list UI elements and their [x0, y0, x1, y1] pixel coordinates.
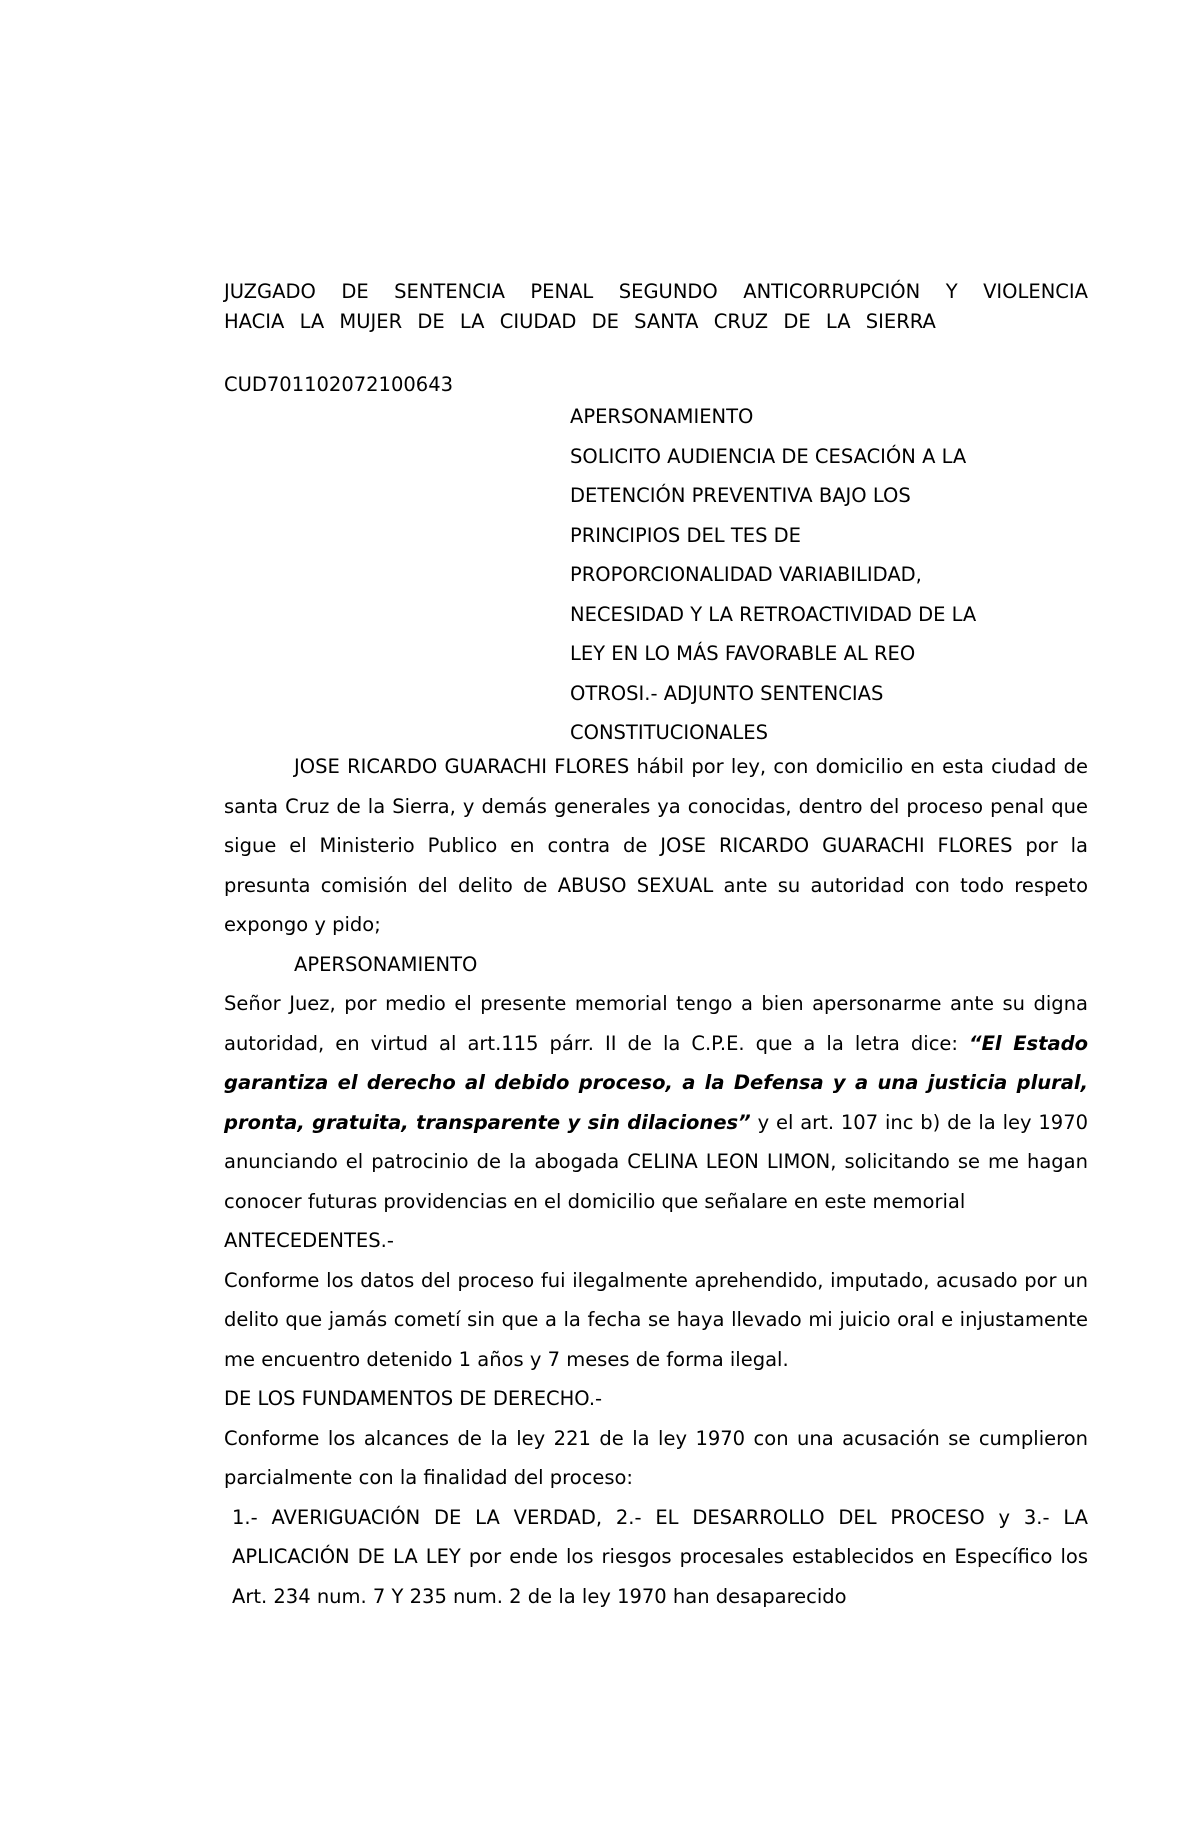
memorial-body — [224, 747, 1088, 1616]
summary-line-1: APERSONAMIENTO — [570, 405, 754, 428]
apersonamiento-text: Señor Juez, por medio el presente memorial tengo a bien apersonarme ante su digna autoridad, en virtud al art.115 párr. II de la C.P.E. que a la letra dice: — [224, 992, 1088, 1055]
petitioner-details: hábil por ley, con domicilio en esta ciudad de santa Cruz de la Sierra, y demás generales ya conocidas, dentro del proceso penal que sigue el Ministerio Publico en contra de — [224, 755, 1088, 857]
court-heading: JUZGADO DE SENTENCIA PENAL SEGUNDO ANTICORRUPCIÓN Y VIOLENCIA HACIA LA MUJER DE LA CIUDAD DE SANTA CRUZ DE LA SIERRA — [224, 280, 1088, 333]
accused-name: JOSE RICARDO GUARACHI FLORES — [660, 834, 1013, 857]
fundamentos-title: DE LOS FUNDAMENTOS DE DERECHO.- — [224, 1387, 603, 1410]
petitioner-name: JOSE RICARDO GUARACHI FLORES — [294, 755, 630, 778]
summary-line-7: LEY EN LO MÁS FAVORABLE AL REO — [570, 642, 916, 665]
summary-line-5 — [570, 555, 1088, 595]
accusation-text: por la presunta comisión del delito de — [224, 834, 1088, 897]
summary-line-6 — [570, 595, 1088, 635]
crime-name: ABUSO SEXUAL — [557, 873, 714, 897]
summary-line-2-text: SOLICITO AUDIENCIA DE CESACIÓN A LA — [570, 444, 967, 468]
summary-line-3-text: DETENCIÓN PREVENTIVA BAJO LOS — [570, 484, 911, 507]
apersonamiento-continuation: y el art. 107 inc b) de la ley 1970 anunciando el patrocinio de la abogada CELINA LEON LIMON, solicitando se me hagan conocer futuras providencias en el domicilio que señalare en este memorial — [224, 1110, 1089, 1213]
summary-line-4 — [570, 516, 1088, 556]
fundamentos-list: 1.- AVERIGUACIÓN DE LA VERDAD, 2.- EL DESARROLLO DEL PROCESO y 3.- LA APLICACIÓN DE LA LEY por ende los riesgos procesales establecidos en Específico los Art. 234 num. 7 Y 235 num. 2 de la ley 1970 han desaparecido — [232, 1505, 1088, 1608]
summary-line-8-text: OTROSI.- ADJUNTO SENTENCIAS — [570, 681, 884, 705]
apersonamiento-title: APERSONAMIENTO — [294, 952, 478, 976]
summary-line-4-text: PRINCIPIOS DEL TES DE — [570, 523, 801, 547]
constitution-quote: “El Estado garantiza el derecho al debido proceso, a la Defensa y a una justicia plural, pronta, gratuita, transparente y sin dilaciones” — [224, 1031, 1088, 1134]
fundamentos-text: Conforme los alcances de la ley 221 de la ley 1970 con una acusación se cumplieron parcialmente con la finalidad del proceso: — [224, 1426, 1088, 1489]
petition-summary — [570, 397, 1088, 753]
summary-line-9: CONSTITUCIONALES — [570, 721, 768, 744]
case-number: CUD701102072100643 — [224, 373, 454, 396]
request-intro: ante su autoridad con todo respeto expongo y pido; — [224, 873, 1088, 936]
summary-line-2 — [570, 437, 1088, 477]
summary-line-5-text: PROPORCIONALIDAD VARIABILIDAD, — [570, 563, 922, 586]
summary-line-8 — [570, 674, 1088, 714]
summary-line-6-text: NECESIDAD Y LA RETROACTIVIDAD DE LA — [570, 602, 977, 626]
summary-line-3 — [570, 476, 1088, 516]
antecedentes-text: Conforme los datos del proceso fui ilegalmente aprehendido, imputado, acusado por un delito que jamás cometí sin que a la fecha se haya llevado mi juicio oral e injustamente me encuentro detenido 1 años y 7 meses de forma ilegal. — [224, 1268, 1088, 1371]
antecedentes-title: ANTECEDENTES.- — [224, 1229, 394, 1252]
